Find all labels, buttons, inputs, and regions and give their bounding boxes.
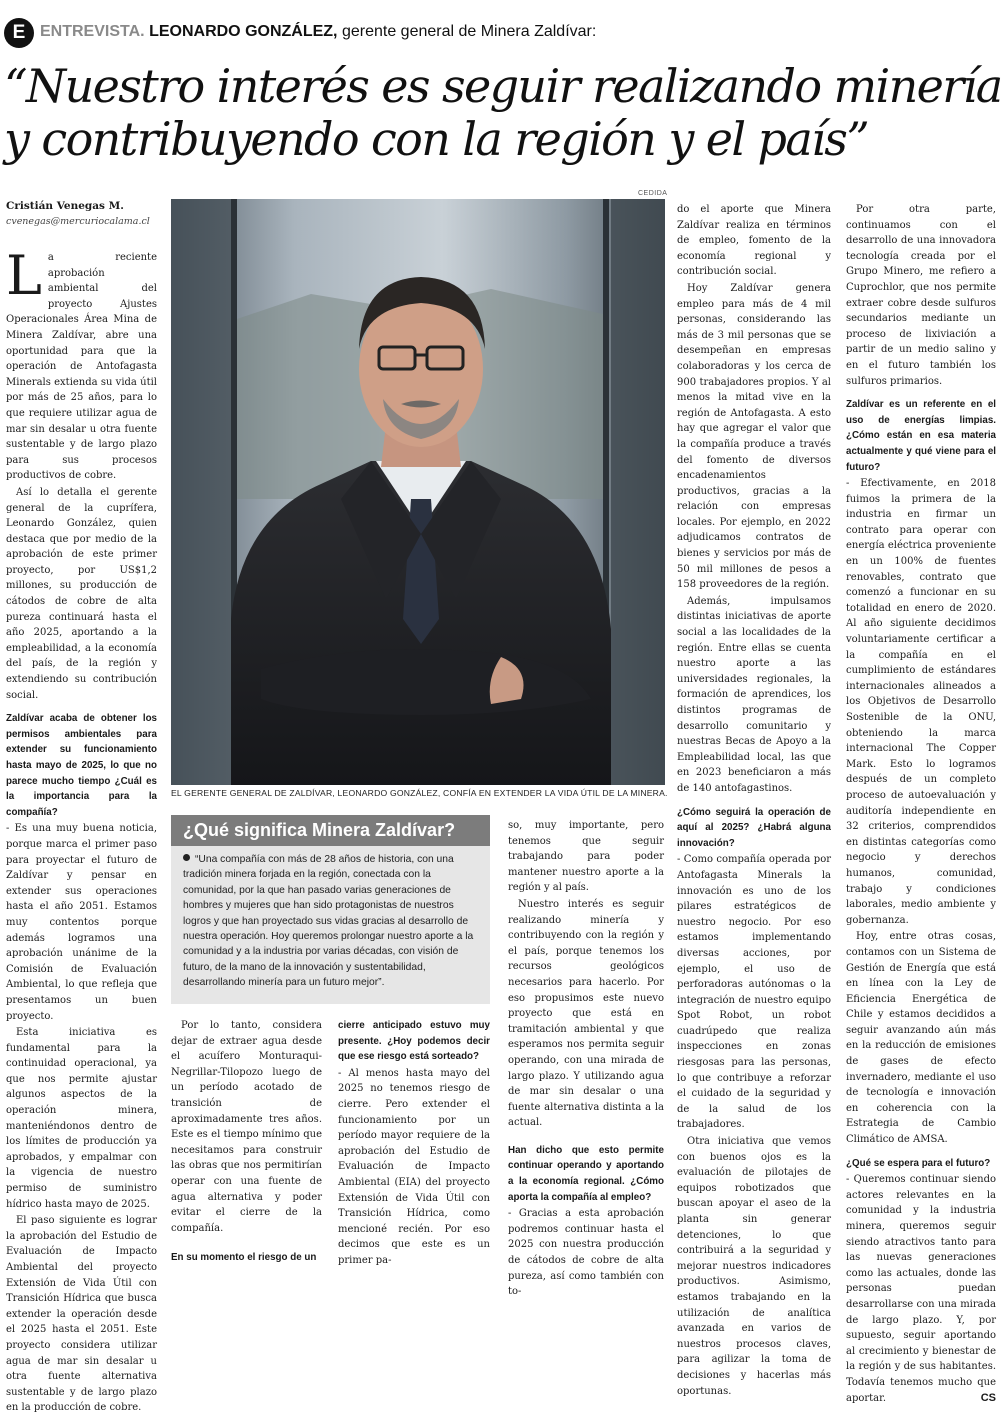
kicker-person: LEONARDO GONZÁLEZ, xyxy=(149,23,338,40)
paragraph: Otra iniciativa que vemos con buenos ojos es la evaluación de pilotajes de equipos robotizados que buscan apoyar el aseo de la planta sin generar detenciones, lo que contribuirá a la seguridad y mejorar nuestros indicadores productivos. Asimismo, estamos trabajando en la utilización de analítica avanzada en varios de nuestros procesos claves, para agilizar la toma de decisiones y hacerlas más oportunas. xyxy=(677,1136,831,1397)
article-column-3 xyxy=(338,1018,490,1270)
paragraph: do el aporte que Minera Zaldívar realiza en términos de empleo, fomento de la economía regional y contribución social. xyxy=(677,204,831,278)
interview-question: cierre anticipado estuvo muy presente. ¿Hoy podemos decir que ese riesgo está sorteado? xyxy=(338,1020,490,1063)
paragraph: - Al menos hasta mayo del 2025 no tenemos riesgo de cierre. Pero extender el funcionamiento por un período mayor requiere de la aprobación del Estudio de Evaluación de Impacto Ambiental (EIA) del proyecto Extensión de Vida Útil con Transición Hídrica, como mencioné recién. Por eso decimos que este es un primer pa- xyxy=(338,1067,490,1266)
kicker-line xyxy=(40,23,596,41)
article-column-2 xyxy=(171,1018,322,1267)
interview-question: ¿Cómo seguirá la operación de aquí al 2025? ¿Habrá alguna innovación? xyxy=(677,806,831,849)
byline xyxy=(6,200,166,227)
section-badge: E xyxy=(4,18,34,48)
photo-caption: EL GERENTE GENERAL DE ZALDÍVAR, LEONARDO GONZÁLEZ, CONFÍA EN EXTENDER LA VIDA ÚTIL DE LA MINERA. xyxy=(171,788,668,798)
sidebar-title: ¿Qué significa Minera Zaldívar? xyxy=(171,815,490,846)
paragraph: - Como compañía operada por Antofagasta Minerals la innovación es uno de los pilares estratégicos de nuestro negocio. Por eso estamos implementando diversas acciones, por ejemplo, el uso de perforadoras autónomas o la integración de nuestro equipo Spot Robot, un robot cuadrúpedo que realiza inspecciones en zonas riesgosas para las personas, lo que contribuye a reforzar el cuidado de la seguridad y de la salud de los trabajadores. xyxy=(677,854,831,1131)
sidebar-quote: “Una compañía con más de 28 años de historia, con una tradición minera forjada en la región, conectada con la comunidad, por la que han pasado varias generaciones de hombres y mujeres que han sido protagonistas de nuestros logros y que han proyectado sus vidas gracias al desarrollo de nuestra operación. Hoy queremos prolongar nuestro aporte a la comunidad y a la industria por varias décadas, con visión de futuro, de la mano de la innovación y sustentabilidad, desarrollando minería para un futuro mejor”. xyxy=(183,854,474,989)
paragraph: so, muy importante, pero tenemos que seguir trabajando para poder mantener nuestro aporte a la región y al país. xyxy=(508,820,664,894)
paragraph: Esta iniciativa es fundamental para la continuidad operacional, ya que nos permite ajustar algunos aspectos de la operación minera, manteniéndonos dentro de los límites de producción ya aprobados, y empalmar con la vigencia de nuestro permiso de suministro hídrico hasta mayo de 2025. xyxy=(6,1027,157,1210)
interview-question: Han dicho que esto permite continuar operando y aportando a la economía regional. ¿Cómo aporta la compañía al empleo? xyxy=(508,1144,664,1203)
article-column-1 xyxy=(6,244,157,1417)
kicker-role: gerente general de Minera Zaldívar: xyxy=(341,23,597,40)
paragraph: El paso siguiente es lograr la aprobación del Estudio de Evaluación de Impacto Ambiental del proyecto Extensión de Vida Útil con Transición Hídrica que busca extender la operación desde el 2025 hasta el 2051. Este proyecto considera utilizar agua de mar sin desalar u otra fuente alternativa sustentable y de largo plazo en la producción de cobre. xyxy=(6,1215,157,1414)
headline-line-2: y contribuyendo con la región y el país” xyxy=(4,112,869,166)
interview-question: En su momento el riesgo de un xyxy=(171,1252,317,1264)
paragraph: a reciente aprobación ambiental del proyecto Ajustes Operacionales Área Mina de Minera Zaldívar, abre una oportunidad para que la operación de Antofagasta Minerals extienda su vida útil por más de 25 años, para lo que requiere utilizar agua de mar sin desalar u otra fuente sustentable y de largo plazo para sus procesos productivos de cobre. xyxy=(6,252,157,482)
portrait-illustration xyxy=(171,199,665,785)
paragraph xyxy=(846,1172,996,1406)
article-column-5 xyxy=(677,202,831,1400)
paragraph: Por lo tanto, considera dejar de extraer agua desde el acuífero Monturaqui-Negrillar-Tilopozo luego de un período acotado de transición de aproximadamente tres años. Este es el tiempo mínimo que necesitamos para construir las obras que nos permitirían operar con una fuente de agua alternativa y poder evitar el cierre de la compañía. xyxy=(171,1020,322,1234)
kicker-bar xyxy=(0,0,1000,56)
headline-line-1: “Nuestro interés es seguir realizando minería xyxy=(4,59,1002,113)
kicker-section: ENTREVISTA. xyxy=(40,23,145,40)
interview-question: Zaldívar es un referente en el uso de energías limpias. ¿Cómo están en esa materia actualmente y qué viene para el futuro? xyxy=(846,399,996,473)
bullet-icon xyxy=(183,854,190,861)
drop-cap: L xyxy=(6,244,42,307)
paragraph: - Efectivamente, en 2018 fuimos la primera de la industria en firmar un contrato para operar con energía eléctrica proveniente en un 100% de fuentes renovables, contrato que comenzó a funcionar en su totalidad en enero de 2020. Al año siguiente decidimos voluntariamente certificar a la compañía en el cumplimiento de estándares internacionales alineados a los Objetivos de Desarrollo Sostenible de la ONU, obteniendo la marca internacional The Copper Mark. Esto lo logramos después de un completo proceso de autoevaluación y auditoría independiente en 32 criterios, comprendidos en distintas categorías como negocio y derechos humanos, comunidad, trabajo y condiciones laborales, medio ambiente y gobernanza. xyxy=(846,478,996,926)
portrait-photo xyxy=(171,199,665,785)
author-email[interactable]: cvenegas@mercuriocalama.cl xyxy=(6,216,150,227)
end-mark: CS xyxy=(980,1391,996,1404)
paragraph: - Gracias a esta aprobación podremos continuar hasta el 2025 con nuestra producción de cátodos de cobre de alta pureza, así como también con to- xyxy=(508,1208,664,1298)
headline xyxy=(4,59,1002,166)
interview-question: Zaldívar acaba de obtener los permisos ambientales para extender su funcionamiento hasta mayo de 2025, lo que no parece mucho tiempo ¿Cuál es la importancia para la compañía? xyxy=(6,713,157,818)
article-column-4 xyxy=(508,818,664,1301)
paragraph: - Es una muy buena noticia, porque marca el primer paso para proyectar el futuro de Zaldívar y pensar en extender sus operaciones hasta el año 2051. Estamos muy contentos porque además logramos una aprobación unánime de la Comisión de Evaluación Ambiental, lo que refleja que presentamos un buen proyecto. xyxy=(6,823,157,1022)
article-column-6 xyxy=(846,202,996,1407)
paragraph: Hoy Zaldívar genera empleo para más de 4 mil personas, considerando las más de 3 mil personas que se desempeñan en empresas colaboradoras y los cerca de 900 trabajadores propios. Y al menos la mitad vive en la región de Antofagasta. A esto hay que agregar el valor que la compañía produce a través del fomento de diversos encadenamientos productivos, gracias a la relación con empresas locales. Por ejemplo, en 2022 adjudicamos contratos de bienes y servicios por más de 50 mil millones de pesos a 158 proveedores de la región. xyxy=(677,282,831,591)
paragraph: Además, impulsamos distintas iniciativas de aporte social a las localidades de la región. Entre ellas se cuenta nuestro aporte a las universidades regionales, la formación de aprendices, los distintos programas de desarrollo comunitario y nuestras Becas de Apoyo a la Empleabilidad local, las que en 2023 beneficiaron a más de 140 antofagastinos. xyxy=(677,595,831,794)
paragraph-text: - Queremos continuar siendo actores relevantes en la comunidad y la industria minera, queremos seguir siendo atractivos tanto para las nuevas generaciones como las actuales, donde las personas puedan desarrollarse con una mirada de largo plazo. Y, por supuesto, seguir aportando al crecimiento y bienestar de la región y de sus habitantes. Todavía tenemos mucho que aportar. xyxy=(846,1174,996,1404)
paragraph: Así lo detalla el gerente general de la cuprífera, Leonardo González, quien destaca que por medio de la aprobación de este primer proyecto, por US$1,2 millones, su producción de cátodos de cobre de alta pureza continuará hasta el año 2025, aportando a la empleabilidad, a la economía del país, de la región y extendiendo su contribución social. xyxy=(6,486,157,701)
paragraph: Hoy, entre otras cosas, contamos con un Sistema de Gestión de Energía que está en línea con la Ley de Eficiencia Energética de Chile y estamos decididos a seguir avanzando aún más en la reducción de emisiones de gases de efecto invernadero, mediante el uso de tecnología e innovación en coherencia con la Estrategia de Cambio Climático de AMSA. xyxy=(846,931,996,1146)
author-name: Cristián Venegas M. xyxy=(6,200,124,212)
interview-question: ¿Qué se espera para el futuro? xyxy=(846,1157,991,1169)
paragraph: Por otra parte, continuamos con el desarrollo de una innovadora tecnología creada por el Grupo Minero, me refiero a Cuprochlor, que nos permite extraer cobre desde sulfuros secundarios mediante un proceso de lixiviación a partir de un medio salino y en el futuro también los sulfuros primarios. xyxy=(846,204,996,387)
paragraph: Nuestro interés es seguir realizando minería y contribuyendo con la región y el país, porque tenemos los recursos geológicos necesarios para hacerlo. Por eso propusimos este nuevo proyecto que está en tramitación ambiental y que esperamos nos permita seguir operando, con una mirada de largo plazo. Y utilizando agua de mar sin desalar o una fuente alternativa distinta a la actual. xyxy=(508,898,664,1129)
sidebar-box xyxy=(171,846,490,1004)
photo-credit: CEDIDA xyxy=(638,190,668,197)
